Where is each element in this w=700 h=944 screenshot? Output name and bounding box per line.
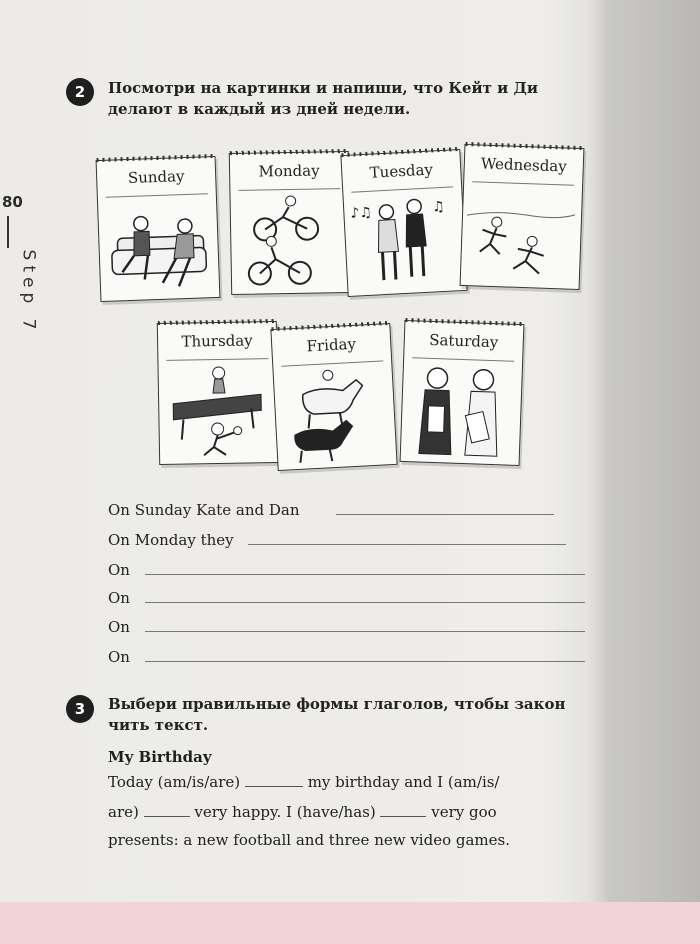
answer-prompt: On	[108, 561, 130, 579]
answer-prompt: On	[108, 618, 130, 636]
task-3-instruction-line-2: чить текст.	[108, 716, 209, 734]
calendar-card-sunday	[96, 156, 221, 302]
text-line-3: presents: a new football and three new video games.	[108, 831, 510, 849]
answer-line-2[interactable]	[108, 530, 566, 552]
answer-prompt: On	[108, 589, 130, 607]
horse-riding-illustration	[278, 366, 391, 464]
card-day-label: Saturday	[428, 330, 499, 352]
card-day-label: Monday	[258, 161, 320, 181]
blank-3[interactable]	[380, 803, 426, 817]
card-day-label: Thursday	[181, 331, 253, 351]
bicycles-illustration	[235, 194, 345, 288]
answer-prompt: On	[108, 648, 130, 666]
answer-prompt: On Monday they	[108, 531, 234, 549]
task-2-instruction-line-2: делают в каждый из дней недели.	[108, 100, 411, 118]
card-day-label: Wednesday	[480, 154, 568, 176]
step-label: Step 7	[18, 249, 39, 335]
books-illustration	[405, 363, 516, 459]
table-tennis-illustration	[163, 364, 273, 458]
answer-line-3[interactable]	[108, 560, 585, 582]
card-day-label: Sunday	[127, 167, 185, 188]
task-2-instruction-line-1: Посмотри на картинки и напиши, что Кейт и Ди	[108, 79, 538, 97]
sofa-illustration	[102, 199, 213, 295]
singing-illustration	[348, 192, 461, 290]
answer-line-4[interactable]	[108, 588, 585, 610]
text-line-1: Today (am/is/are) my birthday and I (am/is/	[108, 773, 500, 791]
answer-line-1[interactable]	[108, 500, 554, 522]
blank-2[interactable]	[144, 803, 190, 817]
svg-text:♪♫: ♪♫	[350, 204, 373, 222]
svg-text:♫: ♫	[431, 198, 446, 216]
text-line-2: are) very happy. I (have/has) very goo	[108, 803, 497, 821]
calendar-card-monday	[229, 151, 351, 295]
answer-line-5[interactable]	[108, 617, 585, 639]
answer-line-6[interactable]	[108, 647, 585, 669]
blank-1[interactable]	[245, 773, 303, 787]
calendar-card-thursday	[157, 321, 279, 465]
calendar-card-wednesday	[460, 144, 585, 290]
calendar-card-friday	[270, 323, 397, 471]
calendar-card-saturday	[400, 320, 525, 466]
task-3-instruction-line-1: Выбери правильные формы глаголов, чтобы закон	[108, 695, 566, 713]
task-2-badge: 2	[66, 78, 94, 106]
margin-rule	[7, 216, 9, 248]
card-day-label: Friday	[306, 334, 357, 356]
task-3-badge: 3	[66, 695, 94, 723]
text-title: My Birthday	[108, 748, 212, 766]
page-number: 80	[2, 193, 23, 211]
running-illustration	[465, 187, 576, 283]
page-bottom-edge	[0, 902, 700, 944]
card-day-label: Tuesday	[369, 160, 434, 182]
answer-prompt: On Sunday Kate and Dan	[108, 501, 300, 519]
calendar-card-tuesday	[340, 149, 467, 297]
